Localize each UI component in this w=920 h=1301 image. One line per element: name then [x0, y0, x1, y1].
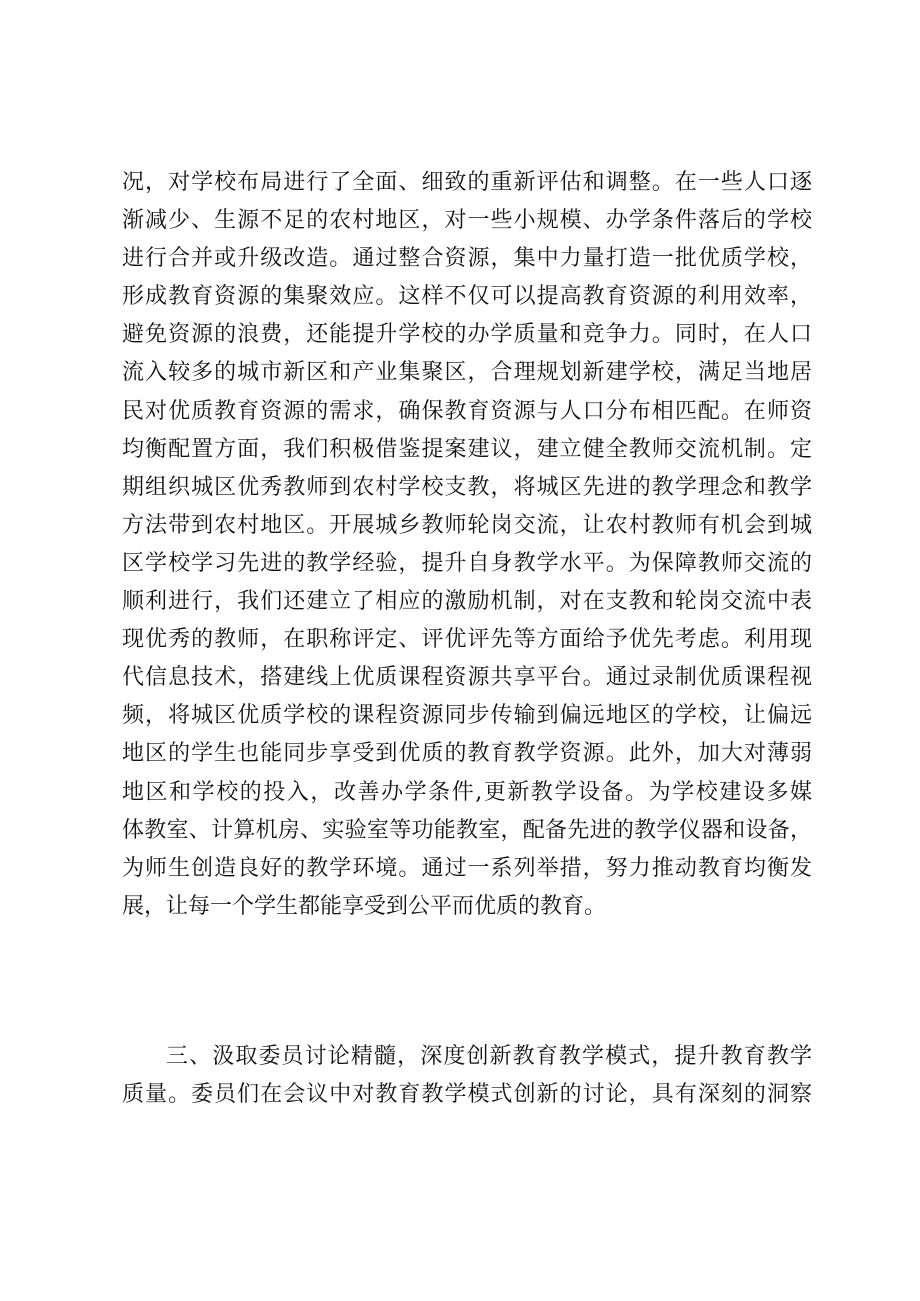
text-line: 区学校学习先进的教学经验，提升自身教学水平。为保障教师交流的 — [122, 550, 812, 576]
text-line: 形成教育资源的集聚效应。这样不仅可以提高教育资源的利用效率， — [122, 284, 812, 310]
text-line: 均衡配置方面，我们积极借鉴提案建议，建立健全教师交流机制。定 — [122, 436, 812, 462]
text-line: 顺利进行，我们还建立了相应的激励机制，对在支教和轮岗交流中表 — [122, 589, 812, 615]
text-line: 地区和学校的投入，改善办学条件,更新教学设备。为学校建设多媒 — [122, 779, 812, 805]
text-line: 方法带到农村地区。开展城乡教师轮岗交流，让农村教师有机会到城 — [122, 512, 812, 538]
text-line: 流入较多的城市新区和产业集聚区，合理规划新建学校，满足当地居 — [122, 360, 812, 386]
text-line: 代信息技术，搭建线上优质课程资源共享平台。通过录制优质课程视 — [122, 665, 812, 691]
text-line: 体教室、计算机房、实验室等功能教室，配备先进的教学仪器和设备， — [122, 817, 812, 843]
text-line: 频，将城区优质学校的课程资源同步传输到偏远地区的学校，让偏远 — [122, 703, 812, 729]
text-line: 质量。委员们在会议中对教育教学模式创新的讨论，具有深刻的洞察 — [122, 1082, 812, 1108]
body-paragraph — [122, 164, 812, 926]
text-line: 民对优质教育资源的需求，确保教育资源与人口分布相匹配。在师资 — [122, 398, 812, 424]
text-line: 渐减少、生源不足的农村地区，对一些小规模、办学条件落后的学校 — [122, 208, 812, 234]
text-line: 现优秀的教师，在职称评定、评优评先等方面给予优先考虑。利用现 — [122, 627, 812, 653]
section-paragraph — [122, 1038, 812, 1114]
text-line: 展，让每一个学生都能享受到公平而优质的教育。 — [122, 893, 607, 919]
section-heading-line: 三、汲取委员讨论精髓，深度创新教育教学模式，提升教育教学 — [166, 1044, 812, 1069]
text-line: 地区的学生也能同步享受到优质的教育教学资源。此外，加大对薄弱 — [122, 741, 812, 767]
text-line: 避免资源的浪费，还能提升学校的办学质量和竞争力。同时，在人口 — [122, 322, 812, 348]
text-line: 况，对学校布局进行了全面、细致的重新评估和调整。在一些人口逐 — [122, 170, 812, 195]
text-line: 进行合并或升级改造。通过整合资源，集中力量打造一批优质学校， — [122, 246, 812, 272]
text-line: 为师生创造良好的教学环境。通过一系列举措，努力推动教育均衡发 — [122, 855, 812, 881]
text-line: 期组织城区优秀教师到农村学校支教，将城区先进的教学理念和教学 — [122, 474, 812, 500]
